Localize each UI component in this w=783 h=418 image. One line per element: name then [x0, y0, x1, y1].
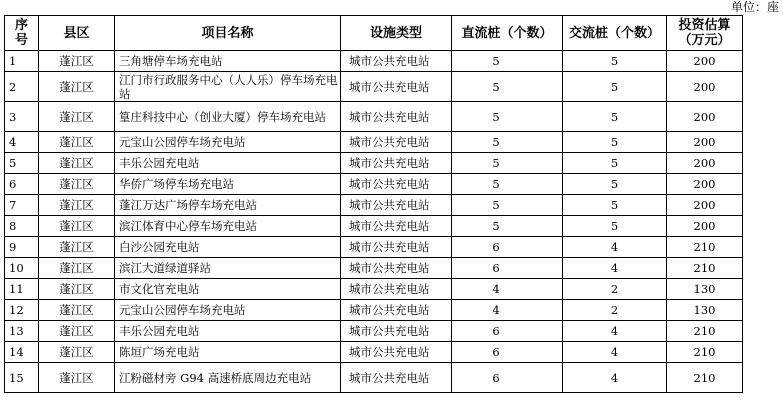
cell-ac: 2	[563, 300, 667, 321]
table-row	[5, 237, 743, 258]
cell-dc: 6	[452, 237, 563, 258]
cell-no: 15	[5, 363, 39, 393]
cell-district: 蓬江区	[39, 342, 115, 363]
cell-ac: 4	[563, 363, 667, 393]
cell-district: 蓬江区	[39, 258, 115, 279]
cell-district: 蓬江区	[39, 195, 115, 216]
cell-dc: 4	[452, 300, 563, 321]
header-row	[5, 16, 743, 51]
cell-ac: 5	[563, 216, 667, 237]
cell-district: 蓬江区	[39, 216, 115, 237]
cell-ac: 4	[563, 237, 667, 258]
header-ac: 交流桩（个数）	[563, 16, 667, 51]
cell-name: 江门市行政服务中心（人人乐）停车场充电站	[115, 72, 341, 102]
table-row	[5, 132, 743, 153]
cell-dc: 5	[452, 216, 563, 237]
cell-ac: 5	[563, 102, 667, 132]
cell-invest: 200	[667, 51, 743, 72]
cell-district: 蓬江区	[39, 363, 115, 393]
header-type: 设施类型	[341, 16, 452, 51]
table-row	[5, 174, 743, 195]
header-district: 县区	[39, 16, 115, 51]
cell-type: 城市公共充电站	[341, 216, 452, 237]
cell-ac: 2	[563, 279, 667, 300]
cell-no: 9	[5, 237, 39, 258]
cell-type: 城市公共充电站	[341, 102, 452, 132]
cell-name: 江粉磁材旁 G94 高速桥底周边充电站	[115, 363, 341, 393]
header-no: 序 号	[5, 16, 39, 51]
cell-name: 白沙公园充电站	[115, 237, 341, 258]
table-row	[5, 216, 743, 237]
charging-station-table	[4, 15, 743, 393]
cell-district: 蓬江区	[39, 237, 115, 258]
cell-no: 7	[5, 195, 39, 216]
cell-type: 城市公共充电站	[341, 153, 452, 174]
cell-invest: 200	[667, 153, 743, 174]
cell-invest: 210	[667, 258, 743, 279]
cell-no: 2	[5, 72, 39, 102]
table-row	[5, 102, 743, 132]
cell-district: 蓬江区	[39, 132, 115, 153]
header-invest: 投资估算 （万元）	[667, 16, 743, 51]
cell-name: 元宝山公园停车场充电站	[115, 300, 341, 321]
cell-invest: 200	[667, 195, 743, 216]
cell-dc: 6	[452, 342, 563, 363]
cell-district: 蓬江区	[39, 153, 115, 174]
cell-type: 城市公共充电站	[341, 72, 452, 102]
cell-type: 城市公共充电站	[341, 363, 452, 393]
cell-no: 14	[5, 342, 39, 363]
table-row	[5, 195, 743, 216]
table-row	[5, 279, 743, 300]
cell-dc: 6	[452, 363, 563, 393]
cell-no: 10	[5, 258, 39, 279]
cell-dc: 5	[452, 132, 563, 153]
cell-type: 城市公共充电站	[341, 258, 452, 279]
cell-dc: 5	[452, 174, 563, 195]
cell-type: 城市公共充电站	[341, 132, 452, 153]
cell-dc: 6	[452, 258, 563, 279]
cell-district: 蓬江区	[39, 72, 115, 102]
cell-district: 蓬江区	[39, 174, 115, 195]
cell-ac: 4	[563, 321, 667, 342]
cell-dc: 5	[452, 102, 563, 132]
cell-type: 城市公共充电站	[341, 174, 452, 195]
header-dc: 直流桩（个数）	[452, 16, 563, 51]
cell-name: 市文化官充电站	[115, 279, 341, 300]
cell-ac: 5	[563, 51, 667, 72]
cell-invest: 210	[667, 342, 743, 363]
cell-type: 城市公共充电站	[341, 279, 452, 300]
cell-type: 城市公共充电站	[341, 51, 452, 72]
cell-type: 城市公共充电站	[341, 342, 452, 363]
cell-no: 3	[5, 102, 39, 132]
cell-type: 城市公共充电站	[341, 321, 452, 342]
cell-district: 蓬江区	[39, 279, 115, 300]
cell-no: 6	[5, 174, 39, 195]
table-row	[5, 153, 743, 174]
cell-type: 城市公共充电站	[341, 195, 452, 216]
cell-name: 华侨广场停车场充电站	[115, 174, 341, 195]
cell-no: 12	[5, 300, 39, 321]
cell-district: 蓬江区	[39, 300, 115, 321]
cell-district: 蓬江区	[39, 51, 115, 72]
table-row	[5, 258, 743, 279]
header-name: 项目名称	[115, 16, 341, 51]
cell-dc: 5	[452, 153, 563, 174]
cell-no: 1	[5, 51, 39, 72]
cell-invest: 210	[667, 321, 743, 342]
cell-name: 丰乐公园充电站	[115, 153, 341, 174]
cell-no: 5	[5, 153, 39, 174]
cell-invest: 210	[667, 237, 743, 258]
table-row	[5, 342, 743, 363]
cell-no: 11	[5, 279, 39, 300]
table-row	[5, 321, 743, 342]
cell-invest: 200	[667, 216, 743, 237]
table-row	[5, 300, 743, 321]
cell-no: 8	[5, 216, 39, 237]
cell-district: 蓬江区	[39, 102, 115, 132]
cell-dc: 5	[452, 195, 563, 216]
cell-name: 篁庄科技中心（创业大厦）停车场充电站	[115, 102, 341, 132]
cell-ac: 5	[563, 132, 667, 153]
cell-dc: 4	[452, 279, 563, 300]
cell-ac: 5	[563, 174, 667, 195]
cell-invest: 130	[667, 300, 743, 321]
cell-invest: 200	[667, 72, 743, 102]
cell-invest: 130	[667, 279, 743, 300]
table-row	[5, 72, 743, 102]
cell-type: 城市公共充电站	[341, 237, 452, 258]
cell-ac: 5	[563, 153, 667, 174]
unit-label: 单位：座	[730, 0, 779, 14]
cell-dc: 6	[452, 321, 563, 342]
cell-name: 陈垣广场充电站	[115, 342, 341, 363]
cell-ac: 4	[563, 342, 667, 363]
cell-ac: 5	[563, 195, 667, 216]
cell-type: 城市公共充电站	[341, 300, 452, 321]
cell-no: 13	[5, 321, 39, 342]
cell-ac: 4	[563, 258, 667, 279]
cell-invest: 200	[667, 174, 743, 195]
cell-dc: 5	[452, 72, 563, 102]
cell-name: 元宝山公园停车场充电站	[115, 132, 341, 153]
cell-invest: 200	[667, 102, 743, 132]
table-row	[5, 363, 743, 393]
cell-invest: 210	[667, 363, 743, 393]
table-row	[5, 51, 743, 72]
cell-name: 丰乐公园充电站	[115, 321, 341, 342]
cell-name: 滨江体育中心停车场充电站	[115, 216, 341, 237]
cell-name: 蓬江万达广场停车场充电站	[115, 195, 341, 216]
cell-dc: 5	[452, 51, 563, 72]
cell-district: 蓬江区	[39, 321, 115, 342]
cell-ac: 5	[563, 72, 667, 102]
cell-name: 三角塘停车场充电站	[115, 51, 341, 72]
cell-invest: 200	[667, 132, 743, 153]
cell-name: 滨江大道绿道驿站	[115, 258, 341, 279]
cell-no: 4	[5, 132, 39, 153]
